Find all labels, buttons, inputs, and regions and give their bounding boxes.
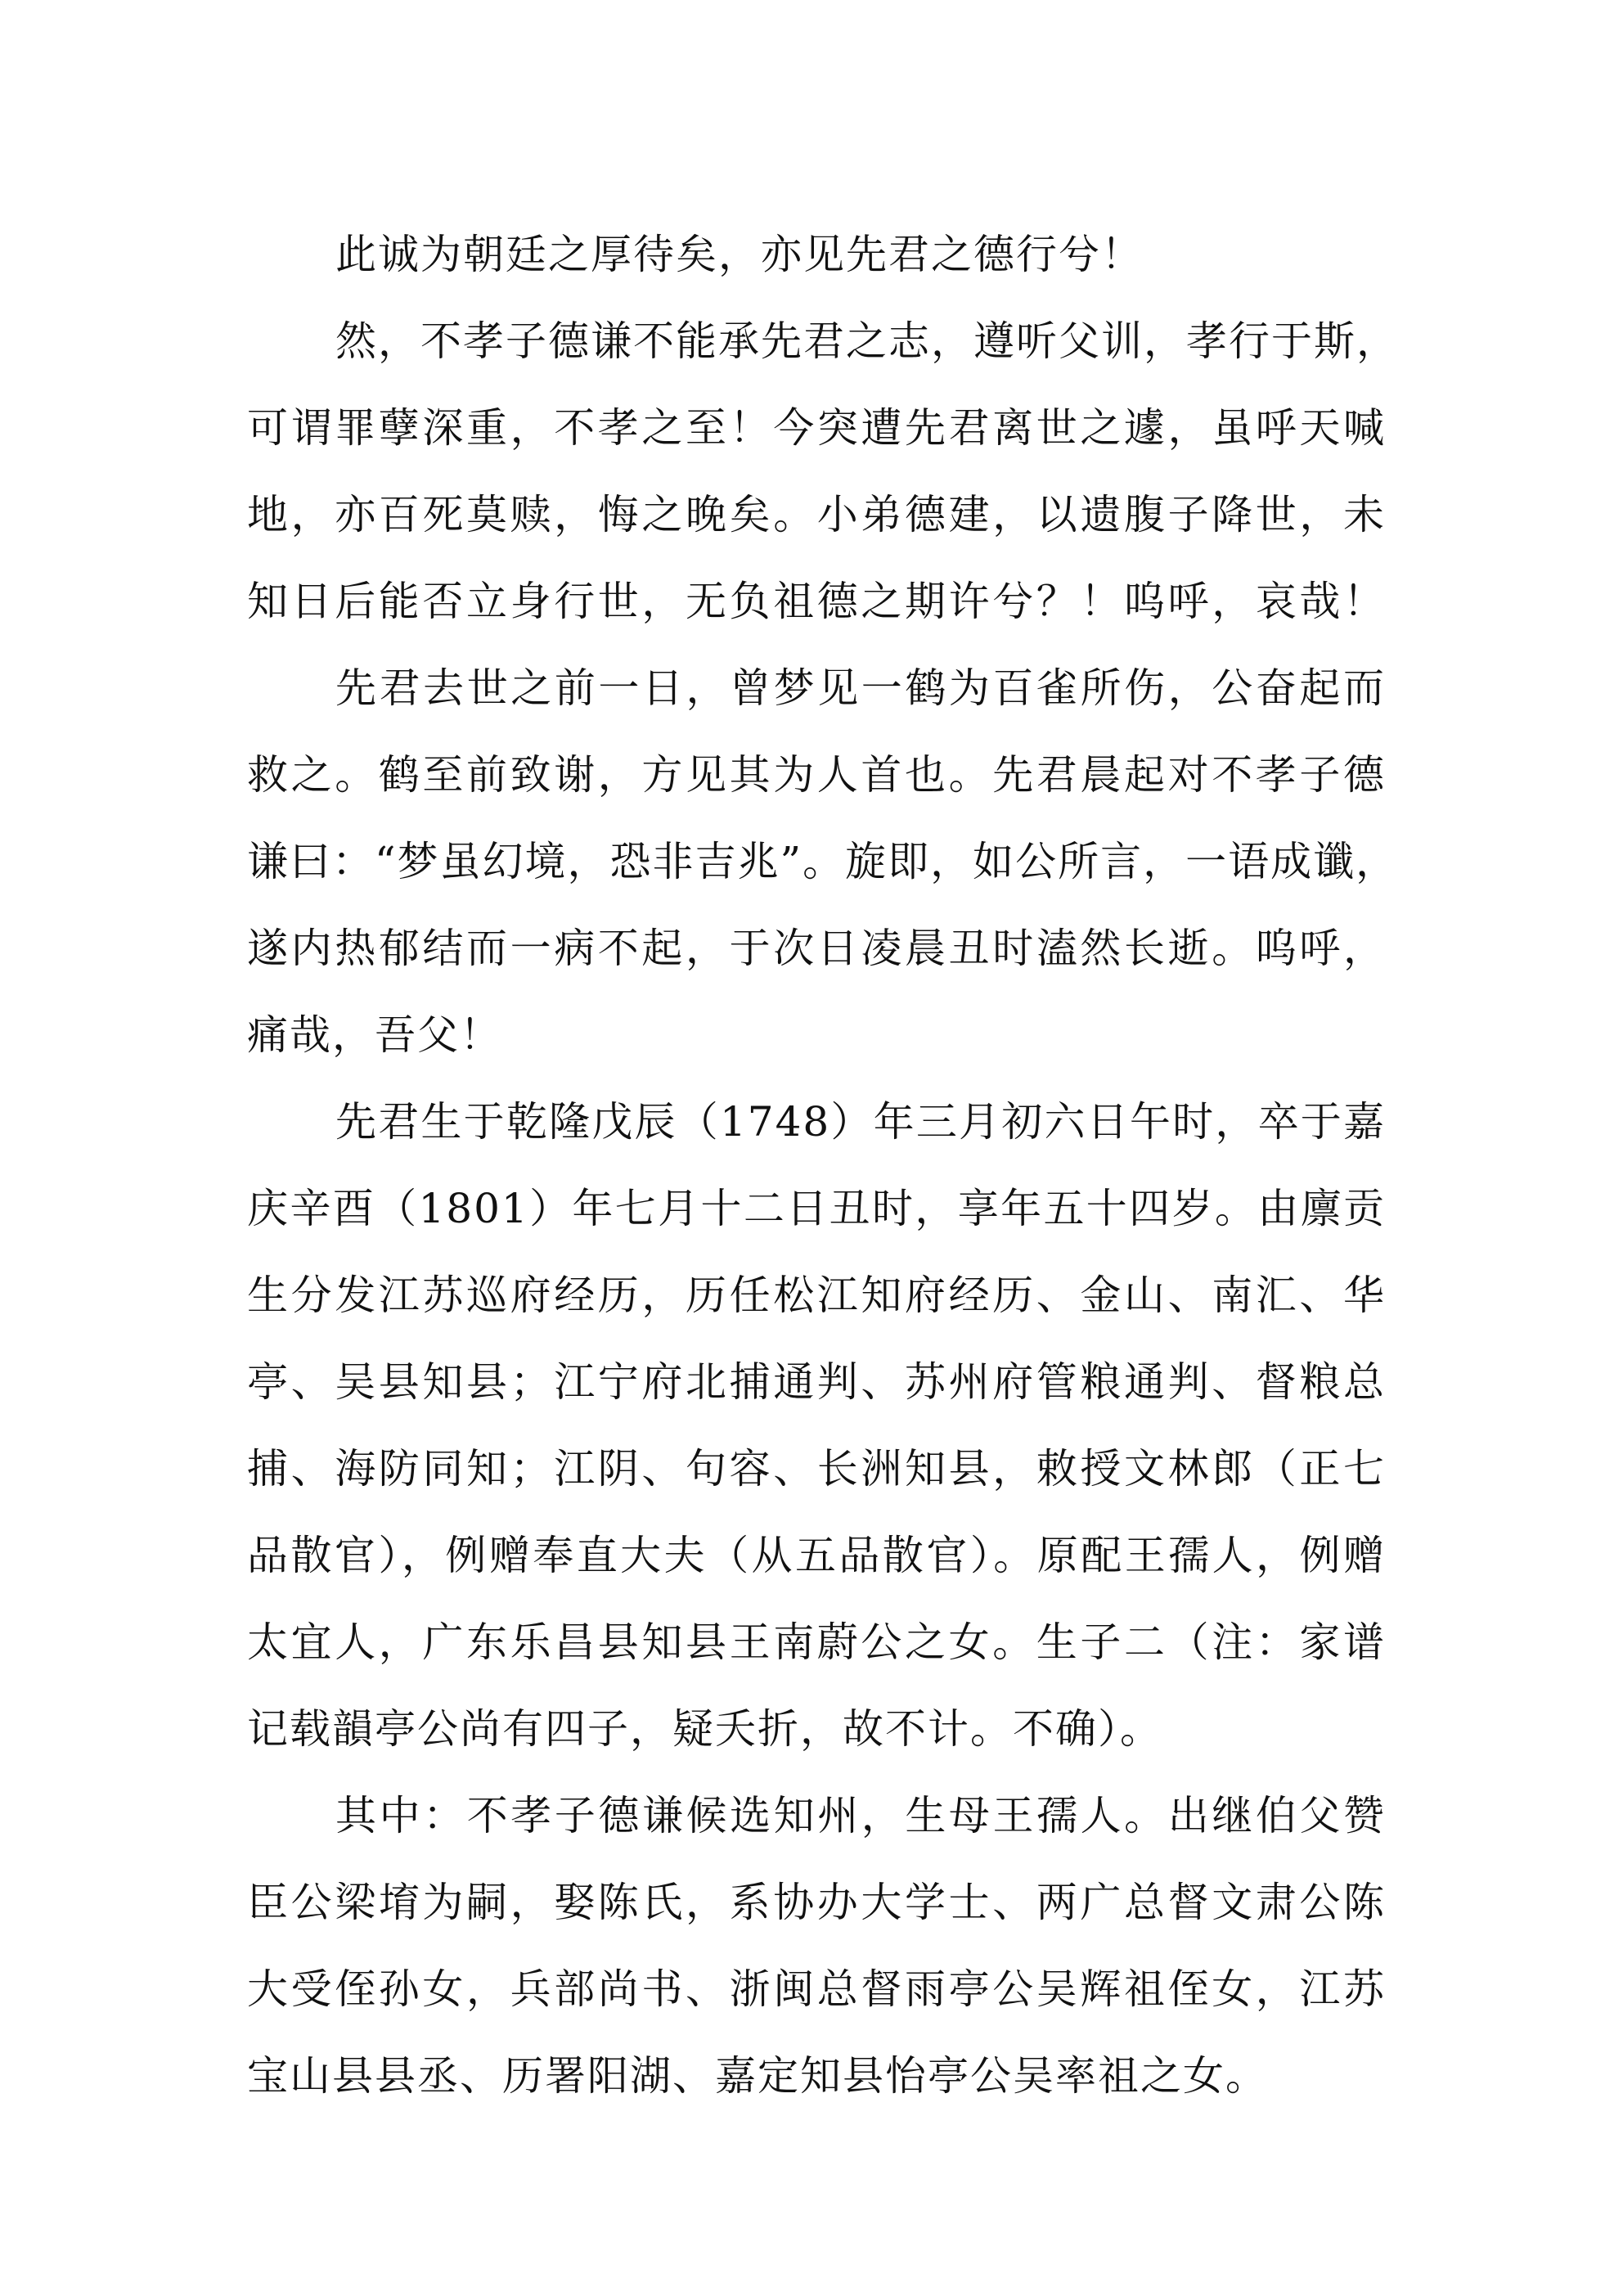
text-line: 然，不孝子德谦不能承先君之志，遵听父训，孝行于斯， [335,317,1399,365]
text-line: 知日后能否立身行世，无负祖德之期许兮？！呜呼，哀哉！ [247,578,1386,625]
text-line: 庆辛酉（1801）年七月十二日丑时，享年五十四岁。由廪贡 [247,1185,1386,1232]
text-line: 其中：不孝子德谦候选知州，生母王孺人。出继伯父赞 [335,1792,1386,1839]
text-line: 先君生于乾隆戊辰（1748）年三月初六日午时，卒于嘉 [335,1098,1386,1146]
text-line: 痛哉，吾父！ [247,1011,502,1059]
paragraph [247,645,1399,1078]
text-line: 亭、吴县知县；江宁府北捕通判、苏州府管粮通判、督粮总 [247,1358,1386,1406]
body-text [247,211,1399,2119]
text-line: 救之。鹤至前致谢，方见其为人首也。先君晨起对不孝子德 [247,751,1386,799]
text-line: 臣公梁堉为嗣，娶陈氏，系协办大学士、两广总督文肃公陈 [247,1879,1386,1926]
text-line: 此诚为朝廷之厚待矣，亦见先君之德行兮！ [335,231,1144,278]
text-line: 先君去世之前一日，曾梦见一鹤为百雀所伤，公奋起而 [335,664,1386,712]
text-line: 宝山县县丞、历署阳湖、嘉定知县怡亭公吴率祖之女。 [247,2052,1268,2100]
text-line: 大受侄孙女，兵部尚书、浙闽总督雨亭公吴辉祖侄女，江苏 [247,1965,1386,2013]
paragraph [247,211,1386,298]
paragraph [247,1772,1386,2119]
text-line: 记载韻亭公尚有四子，疑夭折，故不计。不确）。 [247,1705,1162,1753]
text-line: 太宜人，广东乐昌县知县王南蔚公之女。生子二（注：家谱 [247,1618,1386,1666]
text-line: 可谓罪孽深重，不孝之至！今突遭先君离世之遽，虽呼天喊 [247,404,1386,452]
text-line: 地，亦百死莫赎，悔之晚矣。小弟德建，以遗腹子降世，未 [247,491,1386,538]
text-line: 品散官），例赠奉直大夫（从五品散官）。原配王孺人，例赠 [247,1532,1386,1579]
paragraph [247,298,1399,645]
text-line: 生分发江苏巡府经历，历任松江知府经历、金山、南汇、华 [247,1272,1386,1319]
text-line: 遂内热郁结而一病不起，于次日凌晨丑时溘然长逝。呜呼， [247,925,1386,972]
text-line: 谦曰：“梦虽幻境，恐非吉兆”。旋即，如公所言，一语成谶， [247,838,1399,885]
text-line: 捕、海防同知；江阴、句容、长洲知县，敕授文林郎（正七 [247,1445,1386,1492]
paragraph [247,1078,1386,1772]
